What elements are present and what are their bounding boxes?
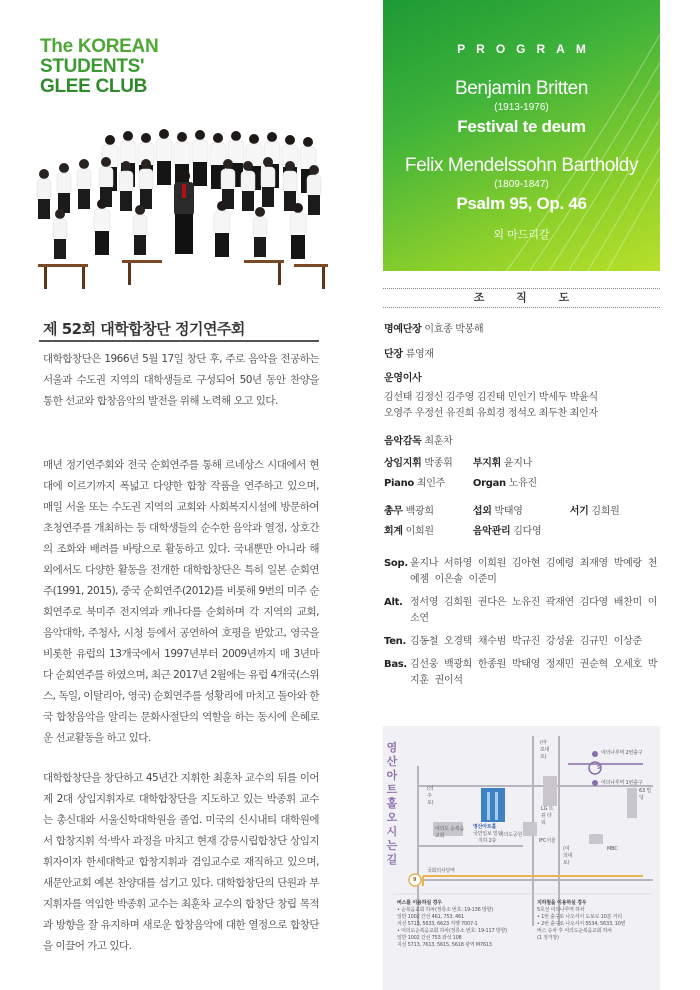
program-title: PROGRAM [457, 42, 597, 56]
part-soprano [384, 556, 664, 588]
bus-line-3: 지선 5713, 5633, 6623 직행 7007-1 [397, 921, 478, 927]
station-9-number: 9 [413, 877, 417, 883]
honorary-names: 이효종 박봉해 [424, 324, 484, 335]
music-director-label: 음악감독 [384, 436, 422, 447]
honorary-label: 명예단장 [384, 324, 422, 335]
lg-twin-tower-label: LG 트윈 타워 [541, 806, 554, 826]
road-uiju: (의주로) [427, 786, 434, 806]
mbc-label: MBC [607, 846, 618, 852]
soprano-names: 윤지나 서하영 이희원 김아현 김예령 최재영 박예랑 천예젬 이은솔 이준미 [410, 558, 658, 585]
conductors [384, 456, 664, 471]
bass-names: 김선웅 백광희 한종원 박태영 정재민 권순혁 오세호 박지훈 권이석 [410, 659, 658, 686]
title-divider [39, 340, 319, 342]
composer-mendelssohn: Felix Mendelssohn Bartholdy [404, 155, 639, 176]
part-tenor [384, 634, 664, 650]
board-of-directors [384, 371, 664, 422]
org-chart-heading: 조 직 도 [383, 288, 660, 308]
subway-line-4: 버스 승차 후 여의도순복음교회 하차 [537, 928, 613, 934]
accounting-name: 이희원 [405, 526, 434, 537]
bus-line-6: 지선 5713, 7613, 5615, 5618 광역 M7613 [397, 942, 492, 948]
conductor-paragraph: 대학합창단을 창단하고 45년간 지휘한 최훈차 교수의 뒤를 이어 제 2대 상임지휘자로 대학합창단을 지도하고 있는 박종휘 교수는 총신대와 서울신학대학원을 졸업. 미국의 신시내티 대학원에서 합창지휘 석·박사 과정을 마치고 현재 강릉시립합창단 상임지휘자이자 한세대학교 합창지휘과 겸임교수로 재직하고 있으며, 새문안교회 예본 찬양대를 섬기고 있다. 대학합창단의 단원과 부지휘자를 역임한 박종휘 교수는 최훈차 교수의 합창단 창립 목적과 방향을 잘 유지하며 새로운 합창음악에 대한 열정으로 합창단을 이끌어 가고 있다. [43, 772, 319, 952]
composer-britten: Benjamin Britten [454, 78, 588, 99]
board-names-row-1: 김선태 김정신 김주영 김진태 민인기 박세두 박윤식 [384, 392, 598, 403]
other-works: 외 마드리갈 [493, 229, 550, 241]
park-label: 여의도공원 [499, 832, 523, 838]
leader [384, 347, 664, 362]
logo-line-1: The KOREAN [40, 36, 159, 57]
leader-label: 단장 [384, 349, 403, 360]
part-bass [384, 657, 664, 689]
station-5-number: 5 [597, 765, 601, 771]
leader-names: 류영재 [405, 349, 434, 360]
road-yeoui: (여의대로) [563, 846, 573, 866]
part-alto [384, 595, 664, 627]
church-label: 여의도 순복음교회 [435, 826, 465, 839]
bus-line-4: • 여의도순복음교회 하차(정류소 번호: 19-117 방향) [397, 928, 507, 934]
conductor-label: 상임지휘 [384, 458, 422, 469]
directions-map [383, 726, 660, 990]
building-63-label: 63 빌딩 [639, 788, 651, 801]
exit-1-label: 여의나루역 1번출구 [601, 780, 643, 786]
music-director-name: 최훈차 [424, 436, 453, 447]
bus-line-2: 일반 1002 간선 461, 753, 461 [397, 914, 465, 920]
alto-names: 정서영 김희원 권다은 노유진 곽재연 김다영 배찬미 이소연 [410, 597, 658, 624]
road-mapo: (마포대로) [540, 740, 550, 760]
subway-line-3: • 2번 출구로 나오셔서 5534, 5633, 10번 [537, 921, 626, 927]
logo-line-2: STUDENTS' [40, 56, 145, 77]
map-roads [383, 726, 660, 990]
tenor-names: 김동철 오경택 채수범 박규진 강성윤 김규민 이상준 [410, 636, 642, 647]
staff-row-1 [384, 504, 664, 519]
music-management-label: 음악관리 [472, 526, 511, 537]
logo-line-3: GLEE CLUB [40, 76, 148, 97]
music-management-name: 김다영 [513, 526, 542, 537]
alto-label: Alt. [384, 597, 403, 608]
staff-row-2 [384, 524, 664, 539]
subway-line-1: 5호선 여의나루역 하차 [537, 907, 585, 913]
work-festival-te-deum: Festival te deum [457, 117, 586, 136]
soprano-label: Sop. [384, 558, 408, 569]
venue-sub-1: 국민일보 빌딩 [473, 831, 503, 837]
bass-label: Bas. [384, 659, 407, 670]
general-affairs-label: 총무 [384, 506, 403, 517]
venue-building [481, 788, 505, 822]
road-national-assembly-station: 국회의사당역 [427, 868, 455, 874]
organ-label: Organ [472, 478, 506, 489]
subway-directions [537, 900, 657, 942]
music-director [384, 434, 664, 449]
voice-parts [384, 556, 664, 696]
venue-label: 영산아트홀 [473, 824, 497, 830]
subway-line-5: (1 정거장) [537, 935, 559, 941]
bus-line-5: 일반 1002 간선 753 좌석 108 [397, 935, 462, 941]
bus-directions [397, 900, 532, 949]
work-psalm-95: Psalm 95, Op. 46 [456, 194, 587, 213]
organ-name: 노유진 [508, 478, 537, 489]
board-names-row-2: 오영주 우정선 유진희 유희경 정석오 최두찬 최인자 [384, 408, 598, 419]
general-affairs-name: 백광희 [405, 506, 434, 517]
activities-paragraph: 매년 정기연주회와 전국 순회연주를 통해 르네상스 시대에서 현대에 이르기까지 폭넓고 다양한 합창 작품을 연주하고 있으며, 매일 서울 또는 수도권 지역의 교회와 사회복지시설에 방문하여 초청연주를 개최하는 등 대학생들의 순수한 음악과 열정, 상호간의 조화와 배려를 바탕으로 활동하고 있다. 국내뿐만 아니라 해외에서도 다양한 활동을 전개한 대학합창단은 특히 일본 순회연주(1991, 2015), 중국 순회연주(2012)를 비롯해 9번의 미주 순회연주로 북미주 전지역과 캐나다를 순회하며 각 지역의 교회, 음악대학, 주청사, 시청 등에서 공연하여 호평을 받았고, 영국을 비롯한 유럽의 13개국에서 1997년부터 2009년까지 매 3년마다 순회연주를 하였으며, 최근 2017년 2월에는 유럽 4개국(스위스, 독일, 이탈리아, 영국) 순회연주를 성황리에 마치고 돌아와 한국 합창음악을 알리는 문화사절단의 역할을 하는 동시에 은혜로운 선교활동을 하고 있다. [43, 459, 319, 744]
piano-label: Piano [384, 478, 414, 489]
bus-line-1: • 순복음교회 하차(정류소 번호: 19-136 방향) [397, 907, 494, 913]
piano-name: 최인주 [416, 478, 445, 489]
club-logo [40, 37, 158, 97]
choir-group-photo [24, 128, 340, 300]
accounting-label: 회계 [384, 526, 403, 537]
vice-conductor-label: 부지휘 [472, 458, 501, 469]
conductor-name: 박종휘 [424, 458, 453, 469]
honorary-leaders [384, 322, 664, 337]
intro-paragraph: 대학합창단은 1966년 5월 17일 창단 후, 주로 음악을 전공하는 서울과 수도권 지역의 대학생들로 구성되어 50년 동안 찬양을 통한 선교와 합창음악의 발전을 위해 노력해 오고 있다. [43, 353, 319, 407]
secretary-label: 서기 [569, 506, 589, 517]
bus-heading: 버스를 이용하실 경우 [397, 900, 442, 906]
exit-2-label: 여의나루역 2번출구 [601, 750, 643, 756]
subway-line-2: • 1번 출구로 나오셔서 도보로 10분 거리 [537, 914, 622, 920]
vice-conductor-name: 윤지나 [503, 458, 532, 469]
board-label: 운영이사 [384, 373, 422, 384]
program-panel [383, 0, 660, 271]
accompanists [384, 476, 664, 491]
ifc-label: IFC서울 [539, 838, 556, 844]
choir-conductor [174, 170, 194, 254]
external-affairs-label: 섭외 [472, 506, 492, 517]
tenor-label: Ten. [384, 636, 406, 647]
page-title: 제 52회 대학합창단 정기연주회 [43, 320, 245, 338]
composer-mendelssohn-years: (1809-1847) [494, 179, 549, 190]
map-title: 영산아트홀 오시는 길 [386, 741, 398, 866]
subway-heading: 지하철을 이용하실 경우 [537, 900, 587, 906]
composer-britten-years: (1913-1976) [494, 102, 549, 113]
secretary-name: 김희원 [591, 506, 620, 517]
external-affairs-name: 박태영 [494, 506, 523, 517]
venue-sub-2: 지하 2층 [478, 838, 497, 844]
